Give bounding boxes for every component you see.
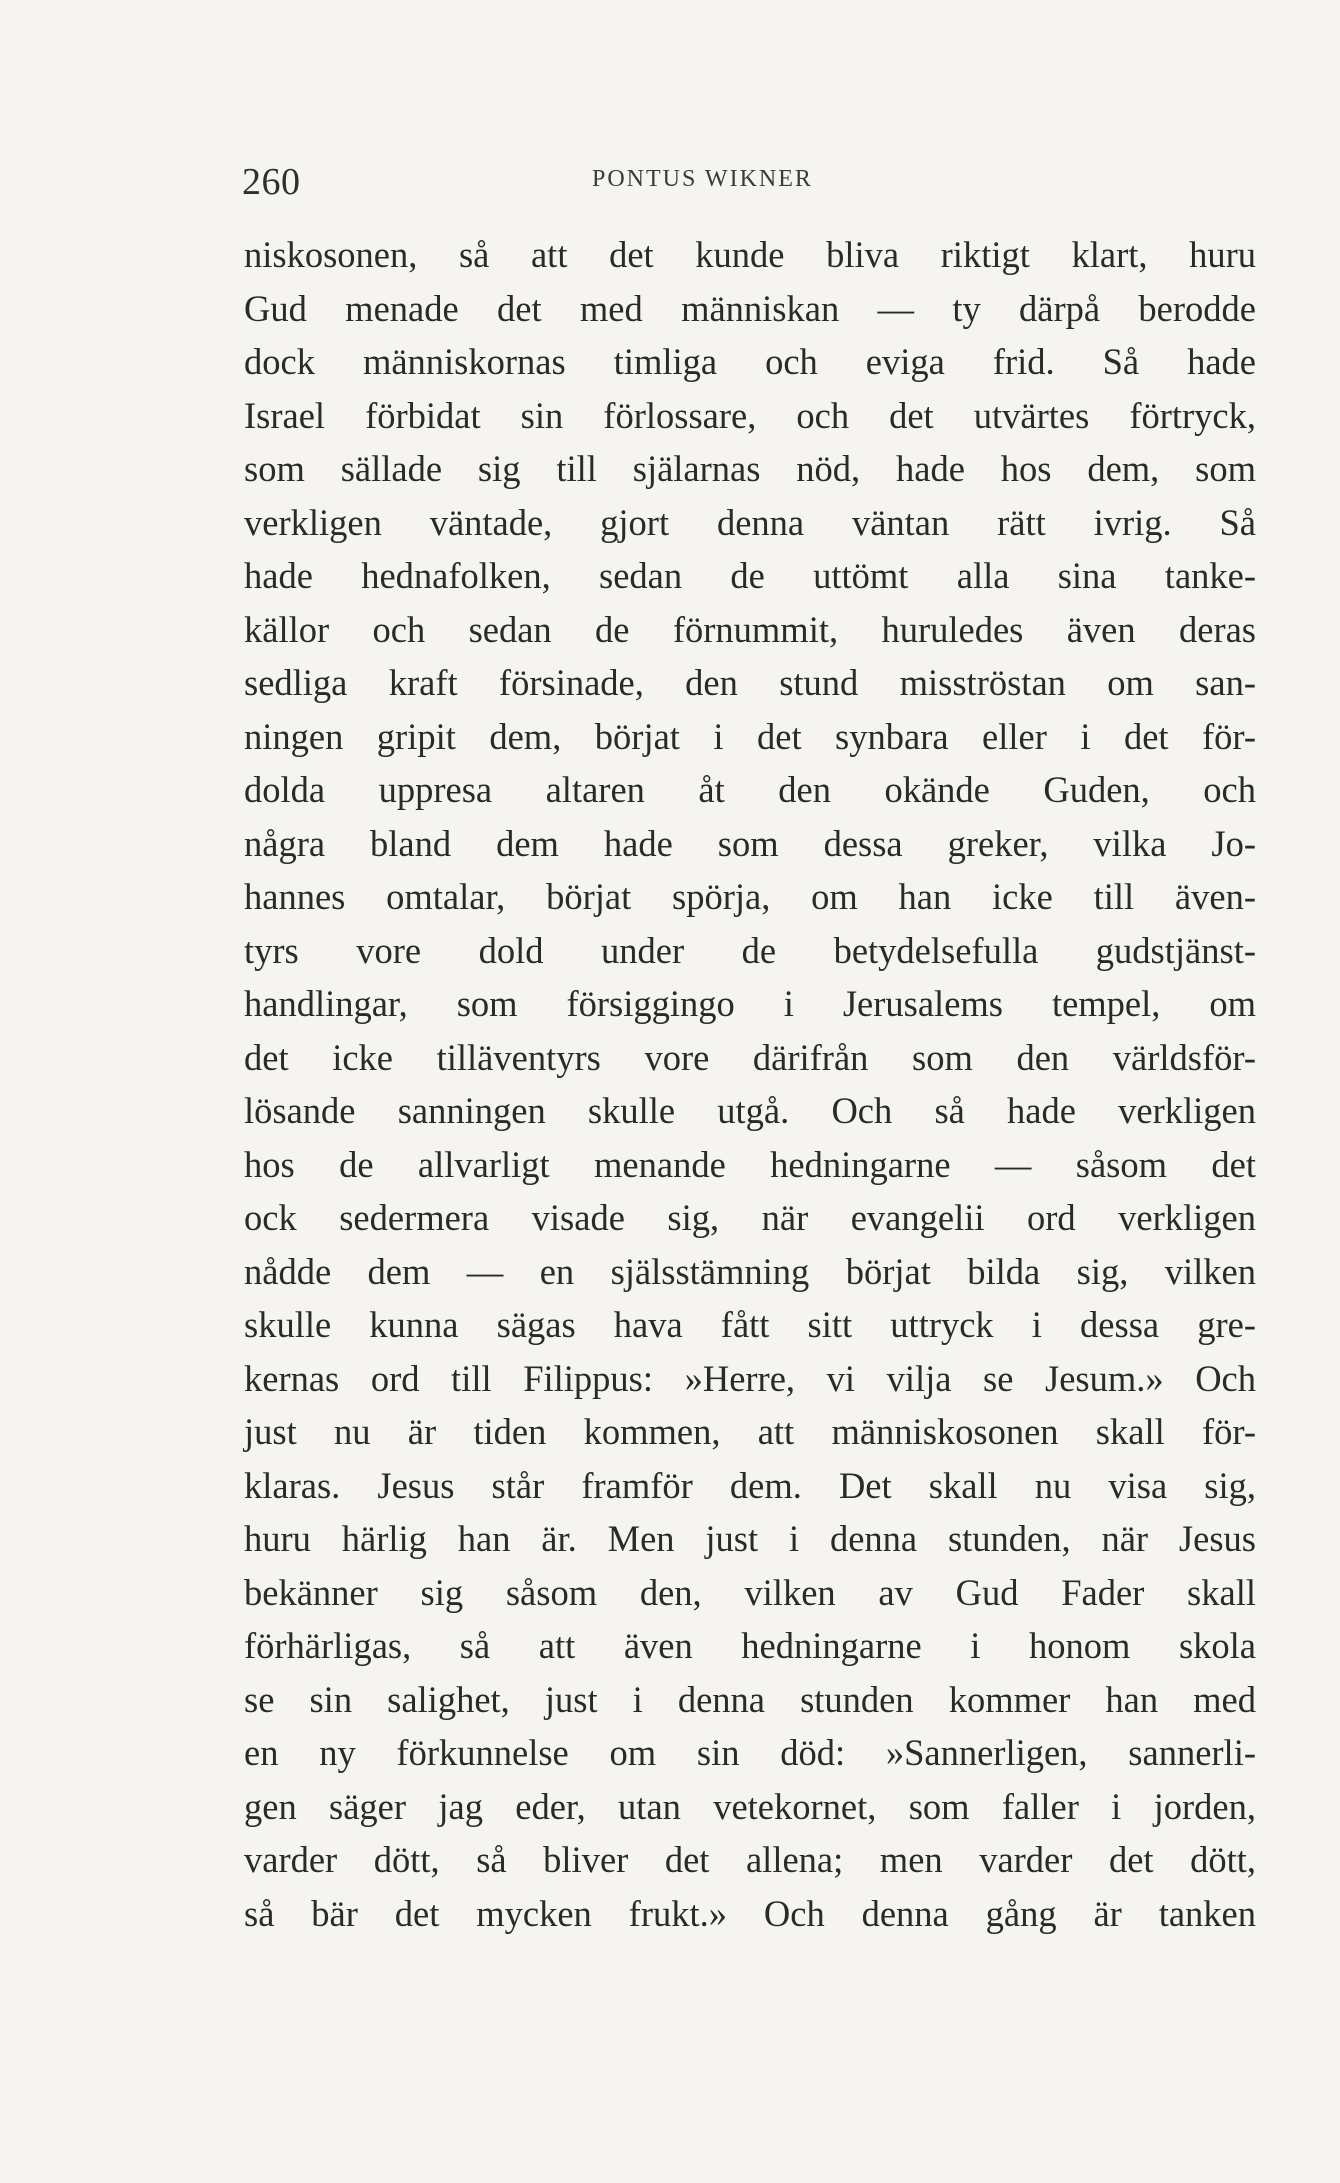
text-line: verkligen väntade, gjort denna väntan rätt ivrig. Så xyxy=(244,501,1256,543)
text-line: hade hednafolken, sedan de uttömt alla sina tanke- xyxy=(244,555,1256,596)
text-line: ningen gripit dem, börjat i det synbara eller i det för- xyxy=(244,715,1256,757)
text-line: lösande sanningen skulle utgå. Och så hade verkligen xyxy=(244,1090,1256,1131)
text-line: kernas ord till Filippus: »Herre, vi vilja se Jesum.» Och xyxy=(244,1357,1256,1399)
text-line: handlingar, som försiggingo i Jerusalems tempel, om xyxy=(244,983,1256,1024)
text-line: som sällade sig till själarnas nöd, hade hos dem, som xyxy=(244,448,1256,489)
body-text xyxy=(244,228,1256,1940)
text-line: niskosonen, så att det kunde bliva riktigt klart, huru xyxy=(244,234,1256,275)
text-line: tyrs vore dold under de betydelsefulla gudstjänst- xyxy=(244,929,1256,971)
running-head: PONTUS WIKNER xyxy=(592,166,813,192)
page-number: 260 xyxy=(242,161,301,203)
text-line: så bär det mycken frukt.» Och denna gång är tanken xyxy=(244,1892,1256,1934)
text-line: nådde dem — en själsstämning börjat bilda sig, vilken xyxy=(244,1250,1256,1292)
text-line: en ny förkunnelse om sin död: »Sannerligen, sannerli- xyxy=(244,1732,1256,1773)
text-line: bekänner sig såsom den, vilken av Gud Fader skall xyxy=(244,1571,1256,1613)
text-line: gen säger jag eder, utan vetekornet, som faller i jorden, xyxy=(244,1785,1256,1827)
text-line: hannes omtalar, börjat spörja, om han icke till även- xyxy=(244,876,1256,917)
text-line: hos de allvarligt menande hedningarne — såsom det xyxy=(244,1143,1256,1185)
text-line: klaras. Jesus står framför dem. Det skall nu visa sig, xyxy=(244,1464,1256,1506)
text-line: dock människornas timliga och eviga frid. Så hade xyxy=(244,341,1256,382)
text-line: skulle kunna sägas hava fått sitt uttryck i dessa gre- xyxy=(244,1304,1256,1345)
text-line: dolda uppresa altaren åt den okände Guden, och xyxy=(244,769,1256,810)
text-line: det icke tilläventyrs vore därifrån som den världsför- xyxy=(244,1036,1256,1078)
text-line: huru härlig han är. Men just i denna stunden, när Jesus xyxy=(244,1518,1256,1559)
text-line: källor och sedan de förnummit, huruledes även deras xyxy=(244,608,1256,650)
page-header xyxy=(242,160,1257,210)
text-line: sedliga kraft försinade, den stund misströstan om san- xyxy=(244,662,1256,703)
text-line: Israel förbidat sin förlossare, och det utvärtes förtryck, xyxy=(244,394,1256,436)
text-line: ock sedermera visade sig, när evangelii ord verkligen xyxy=(244,1197,1256,1238)
text-line: några bland dem hade som dessa greker, vilka Jo- xyxy=(244,822,1256,864)
text-line: Gud menade det med människan — ty därpå berodde xyxy=(244,287,1256,329)
text-line: just nu är tiden kommen, att människosonen skall för- xyxy=(244,1411,1256,1452)
text-line: förhärligas, så att även hedningarne i honom skola xyxy=(244,1625,1256,1666)
text-line: varder dött, så bliver det allena; men varder det dött, xyxy=(244,1839,1256,1880)
text-line: se sin salighet, just i denna stunden kommer han med xyxy=(244,1678,1256,1720)
